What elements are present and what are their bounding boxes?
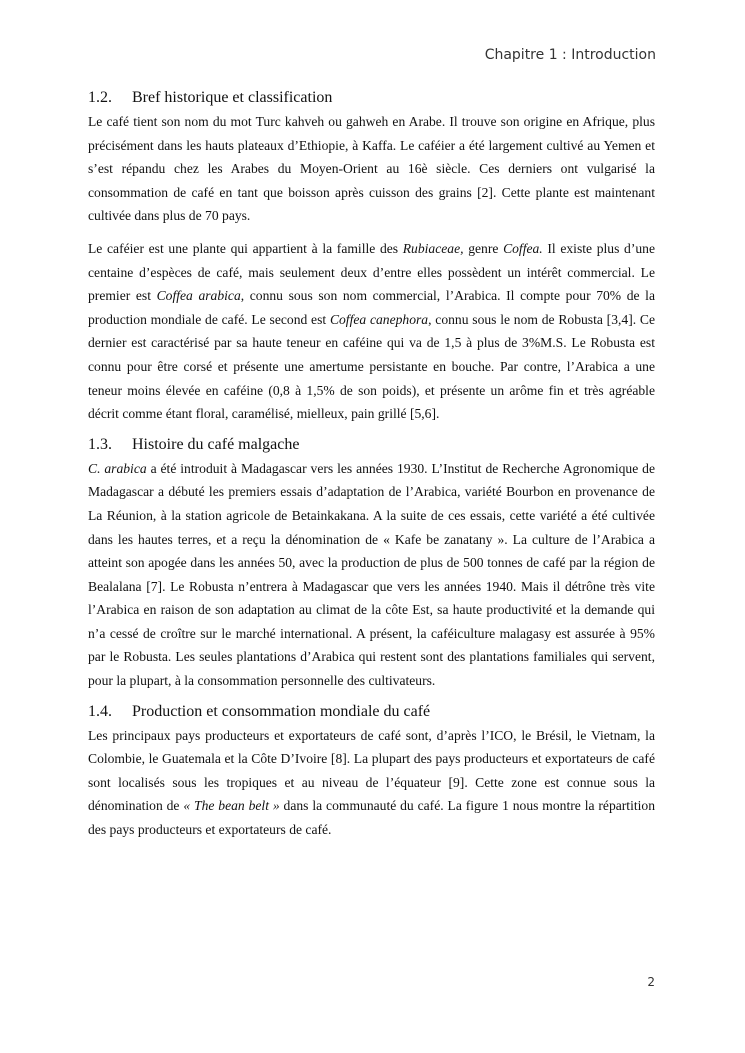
text-run: a été introduit à Madagascar vers les années 1930. L’Institut de Recherche Agronomique de Madagascar a débuté les premiers essais d’adaptation de l’Arabica, variété Bourbon en provenance de La Réunion, à la station agricole de Betainkakana. A la suite de ces essais, cette variété a été cultivée dans les hautes terres, et a reçu la dénomination de « Kafe be zanatany ». La culture de l’Arabica a atteint son apogée dans les années 50, avec la production de plus de 500 tonnes de café par la région de Bealalana [7]. Le Robusta n’entrera à Madagascar que vers les années 1940. Mais il détrône très vite l’Arabica en raison de son adaptation au climat de la côte Est, sa haute productivité et la demande qui n’a cessé de croître sur le marché international. A présent, la caféiculture malagasy est assurée à 95% par le Robusta. Les seules plantations d’Arabica qui restent sont des plantations familiales qui servent, pour la plupart, à la consommation personnelle des cultivateurs. — [88, 460, 656, 689]
section-1-3 — [88, 435, 655, 693]
paragraph — [88, 724, 655, 842]
paragraph — [88, 457, 655, 693]
page-number: 2 — [647, 975, 655, 989]
section-1-2 — [88, 88, 655, 426]
section-heading — [88, 88, 655, 108]
section-number: 1.3. — [88, 435, 112, 453]
body-content — [88, 88, 655, 851]
italic-text: « The bean belt » — [183, 798, 280, 814]
section-title: Production et consommation mondiale du café — [132, 702, 431, 720]
text-run: genre — [463, 240, 504, 256]
italic-text: Coffea. — [503, 240, 543, 256]
paragraph — [88, 237, 655, 426]
section-title: Histoire du café malgache — [132, 435, 300, 453]
section-number: 1.2. — [88, 89, 112, 106]
section-title: Bref historique et classification — [132, 89, 333, 106]
paragraph — [88, 110, 655, 228]
italic-text: Rubiaceae, — [402, 240, 464, 256]
text-run: Le caféier est une plante qui appartient à la famille des — [88, 240, 403, 256]
italic-text: C. arabica — [88, 460, 147, 476]
text-run: Le café tient son nom du mot Turc kahveh ou gahweh en Arabe. Il trouve son origine en Afrique, plus précisément dans les hauts plateaux d’Ethiopie, à Kaffa. Le caféier a été largement cultivé au Yemen et s’est répandu chez les Arabes du Moyen-Orient au 16è siècle. Ces derniers ont vulgarisé la consommation de café en tant que boisson après cuisson des grains [2]. Cette plante est maintenant cultivée dans plus de 70 pays. — [88, 114, 655, 224]
running-header: Chapitre 1 : Introduction — [484, 47, 656, 63]
italic-text: Coffea canephora — [329, 311, 429, 327]
italic-text: Coffea arabica — [156, 288, 241, 304]
text-run: Les principaux pays producteurs et exportateurs de café sont, d’après l’ICO, le Brésil, le Vietnam, la Colombie, le Guatemala et la Côte D’Ivoire [8]. La plupart des pays producteurs et exportateurs de café sont localisés sous les tropiques et au niveau de l’équateur [9]. Cette zone est connue sous la dénomination de — [88, 727, 655, 814]
text-run: , connu sous son nom commercial, l’Arabica. Il compte pour 70% de la production mondiale de café. Le second est — [88, 288, 655, 327]
section-number: 1.4. — [88, 702, 112, 720]
section-heading — [88, 435, 655, 455]
text-run: Il existe plus d’une centaine d’espèces de café, mais seulement deux d’entre elles possèdent un intérêt commercial. Le premier est — [88, 240, 656, 304]
text-run: dans la communauté du café. La figure 1 nous montre la répartition des pays producteurs et exportateurs de café. — [88, 798, 656, 838]
section-1-4 — [88, 702, 655, 842]
text-run: , connu sous le nom de Robusta [3,4]. Ce dernier est caractérisé par sa haute teneur en caféine qui va de 1,5 à plus de 3%M.S. Le Robusta est connu pour être corsé et présente une amertume persistante en bouche. Par contre, l’Arabica a une teneur moins élevée en caféine (0,8 à 1,5% de son poids), et présente un arôme fin et très agréable décrit comme étant floral, caramélisé, mielleux, pain grillé [5,6]. — [88, 311, 655, 422]
section-heading — [88, 702, 655, 722]
